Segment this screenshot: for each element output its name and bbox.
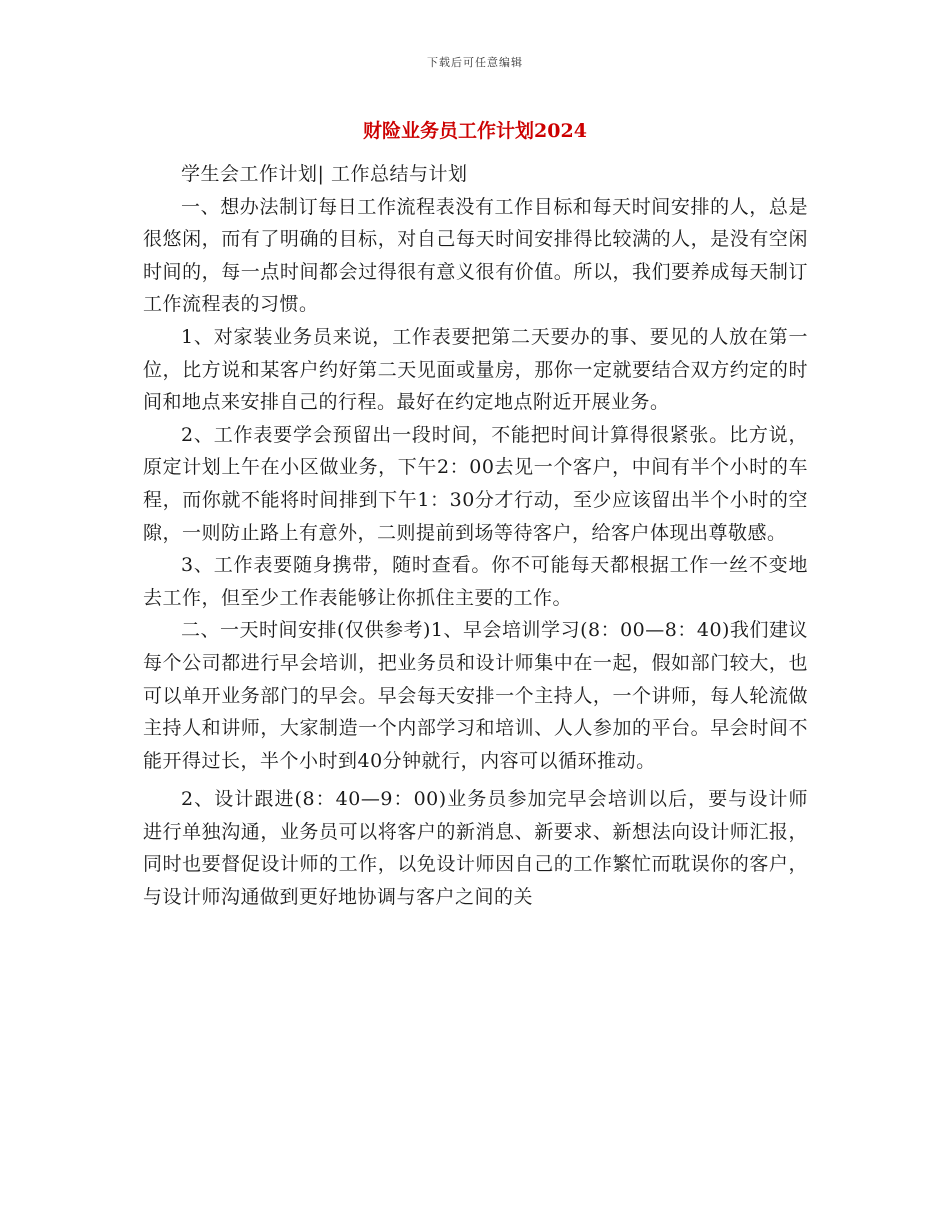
paragraph-section-1: 一、想办法制订每日工作流程表没有工作目标和每天时间安排的人，总是很悠闲，而有了明确的目标，对自己每天时间安排得比较满的人，是没有空闲时间的，每一点时间都会过得很有意义很有价值。所以，我们要养成每天制订工作流程表的习惯。 [143,195,808,316]
paragraph-design-follow-up: 2、设计跟进(8：40—9：00)业务员参加完早会培训以后，要与设计师进行单独沟通，业务员可以将客户的新消息、新要求、新想法向设计师汇报，同时也要督促设计师的工作，以免设计师因自己的工作繁忙而耽误你的客户，与设计师沟通做到更好地协调与客户之间的关 [143,788,808,909]
paragraph-item-1: 1、对家装业务员来说，工作表要把第二天要办的事、要见的人放在第一位，比方说和某客户约好第二天见面或量房，那你一定就要结合双方约定的时间和地点来安排自己的行程。最好在约定地点附近开展业务。 [143,325,808,414]
paragraph-subtitle: 学生会工作计划| 工作总结与计划 [181,163,468,185]
document-title: 财险业务员工作计划2024 [363,120,587,142]
document-body [143,158,808,914]
paragraph-item-2: 2、工作表要学会预留出一段时间，不能把时间计算得很紧张。比方说，原定计划上午在小区做业务，下午2：00去见一个客户，中间有半个小时的车程，而你就不能将时间排到下午1：30分才行动，至少应该留出半个小时的空隙，一则防止路上有意外，二则提前到场等待客户，给客户体现出尊敬感。 [143,423,808,544]
paragraph-section-2: 二、一天时间安排(仅供参考)1、早会培训学习(8：00—8：40)我们建议每个公司都进行早会培训，把业务员和设计师集中在一起，假如部门较大，也可以单开业务部门的早会。早会每天安排一个主持人，一个讲师，每人轮流做主持人和讲师，大家制造一个内部学习和培训、人人参加的平台。早会时间不能开得过长，半个小时到40分钟就行，内容可以循环推动。 [143,619,808,772]
header-note: 下载后可任意编辑 [427,56,523,69]
paragraph-item-3: 3、工作表要随身携带，随时查看。你不可能每天都根据工作一丝不变地去工作，但至少工作表能够让你抓住主要的工作。 [143,554,808,609]
